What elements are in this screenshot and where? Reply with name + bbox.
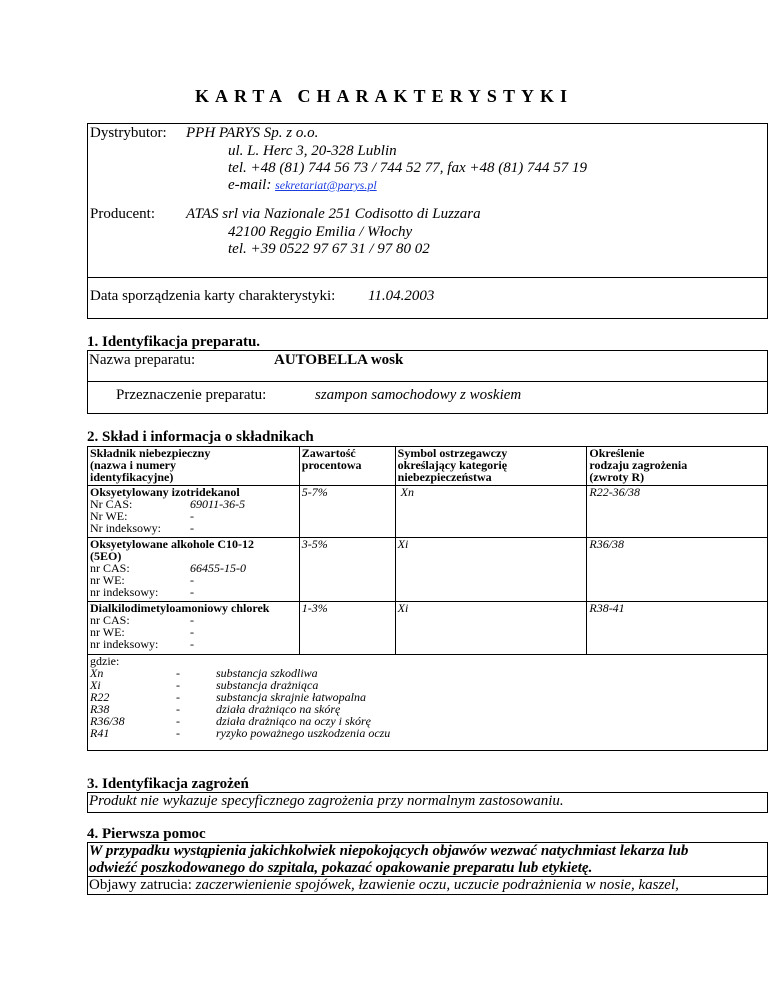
percent-cell: 3-5%	[299, 538, 395, 602]
date-label: Data sporządzenia karty charakterystyki:	[90, 288, 336, 304]
distributor-address: ul. L. Herc 3, 20-328 Lublin	[228, 143, 397, 159]
legend-item: R38 - działa drażniąco na skórę	[90, 702, 341, 716]
header-symbol: Symbol ostrzegawczy określający kategorię niebezpieczeństwa	[395, 447, 587, 486]
symbol-cell: Xn	[395, 486, 587, 538]
legend-item: Xn - substancja szkodliwa	[90, 666, 318, 680]
symbol-cell: Xi	[395, 538, 587, 602]
rphrase-cell: R22-36/38	[587, 486, 768, 538]
email-label: e-mail:	[228, 177, 272, 193]
legend-cell	[88, 655, 768, 751]
component-cell: Oksyetylowany izotridekanol Nr CAS: 69011-36-5 Nr WE: - Nr indeksowy: -	[88, 486, 300, 538]
divider	[88, 277, 767, 278]
purpose-label: Przeznaczenie preparatu:	[116, 387, 267, 403]
producer-address: 42100 Reggio Emilia / Włochy	[228, 224, 413, 240]
component-cell: Oksyetylowane alkohole C10-12 (5EO) nr CAS: 66455-15-0 nr WE: - nr indeksowy: -	[88, 538, 300, 602]
producer-phone: tel. +39 0522 97 67 31 / 97 80 02	[228, 241, 430, 257]
producer-name: ATAS srl via Nazionale 251 Codisotto di Luzzara	[186, 206, 481, 222]
section4-heading: 4. Pierwsza pomoc	[87, 826, 206, 842]
document-title: KARTA CHARAKTERYSTYKI	[195, 86, 573, 106]
header-rphrase: Określenie rodzaju zagrożenia (zwroty R)	[587, 447, 768, 486]
preparation-name-label: Nazwa preparatu:	[89, 352, 196, 368]
symptoms-text: zaczerwienienie spojówek, łzawienie oczu, uczucie podrażnienia w nosie, kaszel,	[195, 877, 679, 893]
purpose-value: szampon samochodowy z woskiem	[315, 387, 522, 403]
percent-cell: 5-7%	[299, 486, 395, 538]
divider	[88, 381, 767, 382]
component-cell: Dialkilodimetyloamoniowy chlorek nr CAS: - nr WE: - nr indeksowy: -	[88, 602, 300, 655]
header-percent: Zawartość procentowa	[299, 447, 395, 486]
legend-item: R36/38 - działa drażniąco na oczy i skórę	[90, 714, 371, 728]
section1-box	[87, 350, 768, 414]
legend-label: gdzie:	[90, 654, 120, 668]
rphrase-cell: R36/38	[587, 538, 768, 602]
supplier-box	[87, 123, 768, 319]
table-row	[88, 486, 768, 538]
email-link[interactable]: sekretariat@parys.pl	[275, 178, 377, 192]
preparation-name-value: AUTOBELLA wosk	[274, 352, 404, 368]
rphrase-cell: R38-41	[587, 602, 768, 655]
symbol-cell: Xi	[395, 602, 587, 655]
producer-label: Producent:	[90, 206, 155, 222]
distributor-name: PPH PARYS Sp. z o.o.	[186, 125, 319, 141]
distributor-label: Dystrybutor:	[90, 125, 167, 141]
table-row	[88, 602, 768, 655]
legend-item: R22 - substancja skrajnie łatwopalna	[90, 690, 366, 704]
legend-row	[88, 655, 768, 751]
percent-cell: 1-3%	[299, 602, 395, 655]
symptoms-row	[87, 876, 768, 895]
table-row	[88, 538, 768, 602]
table-header-row	[88, 447, 768, 486]
legend-item: Xi - substancja drażniąca	[90, 678, 319, 692]
date-value: 11.04.2003	[368, 288, 435, 304]
first-aid-warning: W przypadku wystąpienia jakichkolwiek niepokojących objawów wezwać natychmiast lekarza lub odwieźć poszkodowanego do szpitala, pokazać opakowanie preparatu lub etykietę.	[87, 842, 768, 877]
section2-heading: 2. Skład i informacja o składnikach	[87, 429, 314, 445]
legend-item: R41 - ryzyko poważnego uszkodzenia oczu	[90, 726, 391, 740]
section3-heading: 3. Identyfikacja zagrożeń	[87, 776, 249, 792]
composition-table	[87, 446, 768, 751]
section1-heading: 1. Identyfikacja preparatu.	[87, 334, 261, 350]
distributor-phone: tel. +48 (81) 744 56 73 / 744 52 77, fax +48 (81) 744 57 19	[228, 160, 587, 176]
hazard-text: Produkt nie wykazuje specyficznego zagrożenia przy normalnym zastosowaniu.	[87, 792, 768, 813]
symptoms-label: Objawy zatrucia:	[89, 877, 192, 893]
header-component: Składnik niebezpieczny (nazwa i numery identyfikacyjne)	[88, 447, 300, 486]
